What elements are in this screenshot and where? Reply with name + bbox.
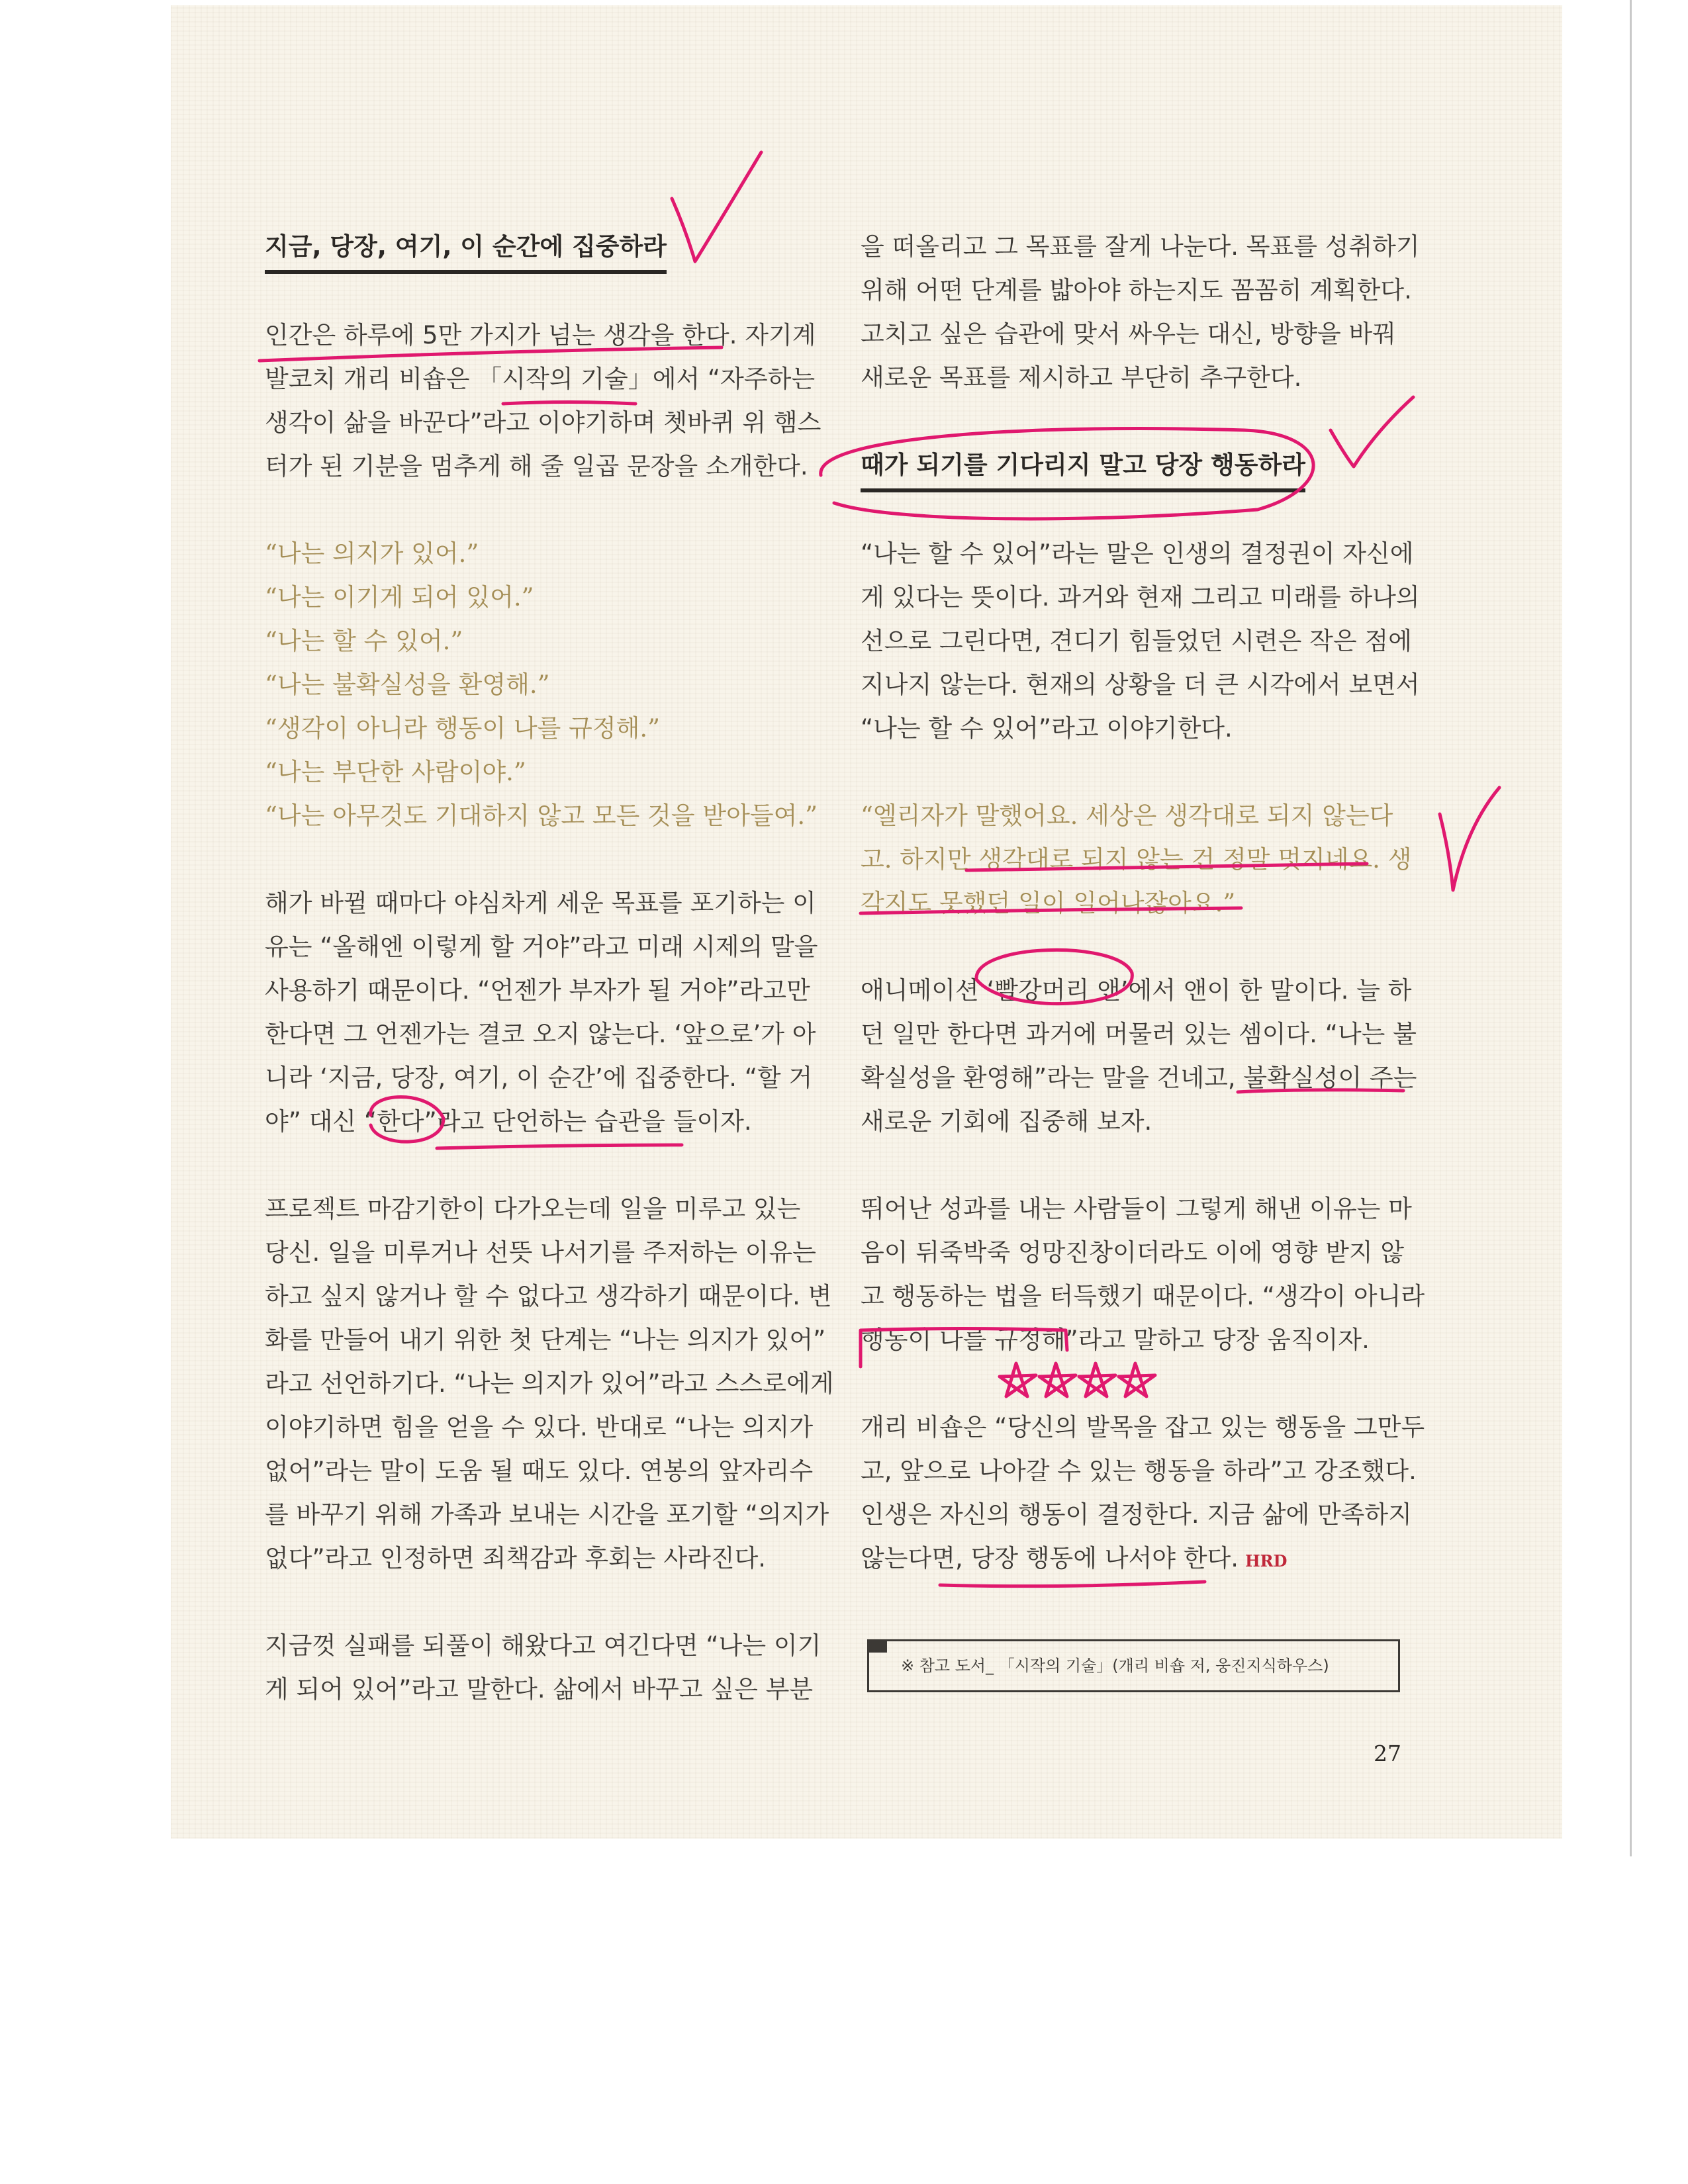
quote-line: “생각이 아니라 행동이 나를 규정해.” [265, 714, 661, 743]
reference-box [867, 1639, 1400, 1692]
text-line: 발코치 개리 비숍은 「시작의 기술」에서 “자주하는 [265, 365, 816, 393]
text-line: 음이 뒤죽박죽 엉망진창이더라도 이에 영향 받지 않 [861, 1238, 1405, 1267]
can-do-paragraph [861, 532, 1420, 751]
text-line: 유는 “올해엔 이렇게 할 거야”라고 미래 시제의 말을 [265, 933, 818, 961]
intro-paragraph [265, 314, 821, 488]
text-line: 고 행동하는 법을 터득했기 때문이다. “생각이 아니라 [861, 1282, 1425, 1310]
text-line: 프로젝트 마감기한이 다가오는데 일을 미루고 있는 [265, 1195, 801, 1223]
hrd-logo: HRD [1244, 1551, 1288, 1570]
reference-text: ※ 참고 도서_ 「시작의 기술」(개리 비숍 저, 웅진지식하우스) [901, 1657, 1329, 1675]
scan-edge-line [1630, 0, 1632, 1856]
text-line: 당신. 일을 미루거나 선뜻 나서기를 주저하는 이유는 [265, 1238, 816, 1267]
quote-line: 고. 하지만 생각대로 되지 않는 건 정말 멋지네요. 생 [861, 845, 1412, 874]
right-column [861, 225, 1425, 1583]
left-heading: 지금, 당장, 여기, 이 순간에 집중하라 [265, 225, 667, 274]
text-line: 고, 앞으로 나아갈 수 있는 행동을 하라”고 강조했다. [861, 1457, 1417, 1485]
quote-line: “나는 부단한 사람이야.” [265, 758, 526, 786]
left-column [265, 225, 834, 1711]
text-line: 새로운 목표를 제시하고 부단히 추구한다. [861, 363, 1302, 392]
procrastination-paragraph [265, 1187, 834, 1580]
text-line: 지나지 않는다. 현재의 상황을 더 큰 시각에서 보면서 [861, 670, 1420, 699]
text-line: 없다”라고 인정하면 죄책감과 후회는 사라진다. [265, 1544, 767, 1572]
quote-line: “나는 이기게 되어 있어.” [265, 583, 534, 612]
seven-sentences-list [265, 532, 818, 838]
text-line: 뛰어난 성과를 내는 사람들이 그렇게 해낸 이유는 마 [861, 1195, 1412, 1223]
closing-paragraph [861, 1406, 1425, 1583]
text-line: 확실성을 환영해”라는 말을 건네고, 불확실성이 주는 [861, 1064, 1417, 1092]
text-line: 지금껏 실패를 되풀이 해왔다고 여긴다면 “나는 이기 [265, 1631, 821, 1660]
text-line: 인생은 자신의 행동이 결정한다. 지금 삶에 만족하지 [861, 1500, 1412, 1529]
text-line: 생각이 삶을 바꾼다”라고 이야기하며 쳇바퀴 위 햄스 [265, 408, 821, 437]
text-line: 라고 선언하기다. “나는 의지가 있어”라고 스스로에게 [265, 1369, 834, 1398]
text-line: 해가 바뀔 때마다 야심차게 세운 목표를 포기하는 이 [265, 889, 816, 917]
anne-quote [861, 794, 1412, 925]
quote-line: “엘리자가 말했어요. 세상은 생각대로 되지 않는다 [861, 801, 1393, 830]
quote-line: “나는 의지가 있어.” [265, 539, 479, 568]
failure-paragraph [265, 1624, 821, 1711]
text-line: 위해 어떤 단계를 밟아야 하는지도 꼼꼼히 계획한다. [861, 276, 1412, 304]
text-line: 하고 싶지 않거나 할 수 없다고 생각하기 때문이다. 변 [265, 1282, 832, 1310]
text-line: 사용하기 때문이다. “언젠가 부자가 될 거야”라고만 [265, 976, 810, 1005]
text-line: 을 떠올리고 그 목표를 잘게 나눈다. 목표를 성취하기 [861, 232, 1420, 261]
text-line: “나는 할 수 있어”라는 말은 인생의 결정권이 자신에 [861, 539, 1414, 568]
text-line: 터가 된 기분을 멈추게 해 줄 일곱 문장을 소개한다. [265, 452, 808, 480]
text-line: 새로운 기회에 집중해 보자. [861, 1107, 1152, 1136]
text-line: 인간은 하루에 5만 가지가 넘는 생각을 한다. 자기계 [265, 321, 816, 349]
text-line: 게 있다는 뜻이다. 과거와 현재 그리고 미래를 하나의 [861, 583, 1420, 612]
text-line-content: 않는다면, 당장 행동에 나서야 한다. [861, 1544, 1239, 1572]
text-line: 게 되어 있어”라고 말한다. 삶에서 바꾸고 싶은 부분 [265, 1675, 814, 1704]
quote-line: “나는 아무것도 기대하지 않고 모든 것을 받아들여.” [265, 801, 818, 830]
text-line: 니라 ‘지금, 당장, 여기, 이 순간’에 집중한다. “할 거 [265, 1064, 813, 1092]
text-line: 이야기하면 힘을 얻을 수 있다. 반대로 “나는 의지가 [265, 1413, 814, 1441]
reference-box-tab [867, 1639, 887, 1653]
text-line: 개리 비숍은 “당신의 발목을 잡고 있는 행동을 그만두 [861, 1413, 1425, 1441]
text-line: 야” 대신 “한다”라고 단언하는 습관을 들이자. [265, 1107, 752, 1136]
animation-paragraph [861, 969, 1417, 1144]
text-line: 행동이 나를 규정해”라고 말하고 당장 움직이자. [861, 1326, 1370, 1354]
text-line: 애니메이션 ‘빨강머리 앤’에서 앤이 한 말이다. 늘 하 [861, 976, 1412, 1005]
continuation-paragraph [861, 225, 1420, 400]
text-line: 를 바꾸기 위해 가족과 보내는 시간을 포기할 “의지가 [265, 1500, 829, 1529]
performers-paragraph [861, 1187, 1425, 1362]
page-number: 27 [1374, 1741, 1401, 1766]
quote-line: 각지도 못했던 일이 일어나잖아요.” [861, 889, 1236, 917]
text-line [861, 1537, 1403, 1583]
future-tense-paragraph [265, 882, 818, 1144]
text-line: 고치고 싶은 습관에 맞서 싸우는 대신, 방향을 바꿔 [861, 320, 1396, 348]
text-line: 선으로 그린다면, 견디기 힘들었던 시련은 작은 점에 [861, 627, 1412, 655]
text-line: 화를 만들어 내기 위한 첫 단계는 “나는 의지가 있어” [265, 1326, 826, 1354]
quote-line: “나는 할 수 있어.” [265, 627, 463, 655]
text-line: 없어”라는 말이 도움 될 때도 있다. 연봉의 앞자리수 [265, 1457, 814, 1485]
quote-line: “나는 불확실성을 환영해.” [265, 670, 550, 699]
text-line: 던 일만 한다면 과거에 머물러 있는 셈이다. “나는 불 [861, 1020, 1417, 1048]
text-line: 한다면 그 언젠가는 결코 오지 않는다. ‘앞으로’가 아 [265, 1020, 816, 1048]
right-heading: 때가 되기를 기다리지 말고 당장 행동하라 [861, 443, 1305, 492]
text-line: “나는 할 수 있어”라고 이야기한다. [861, 714, 1233, 743]
